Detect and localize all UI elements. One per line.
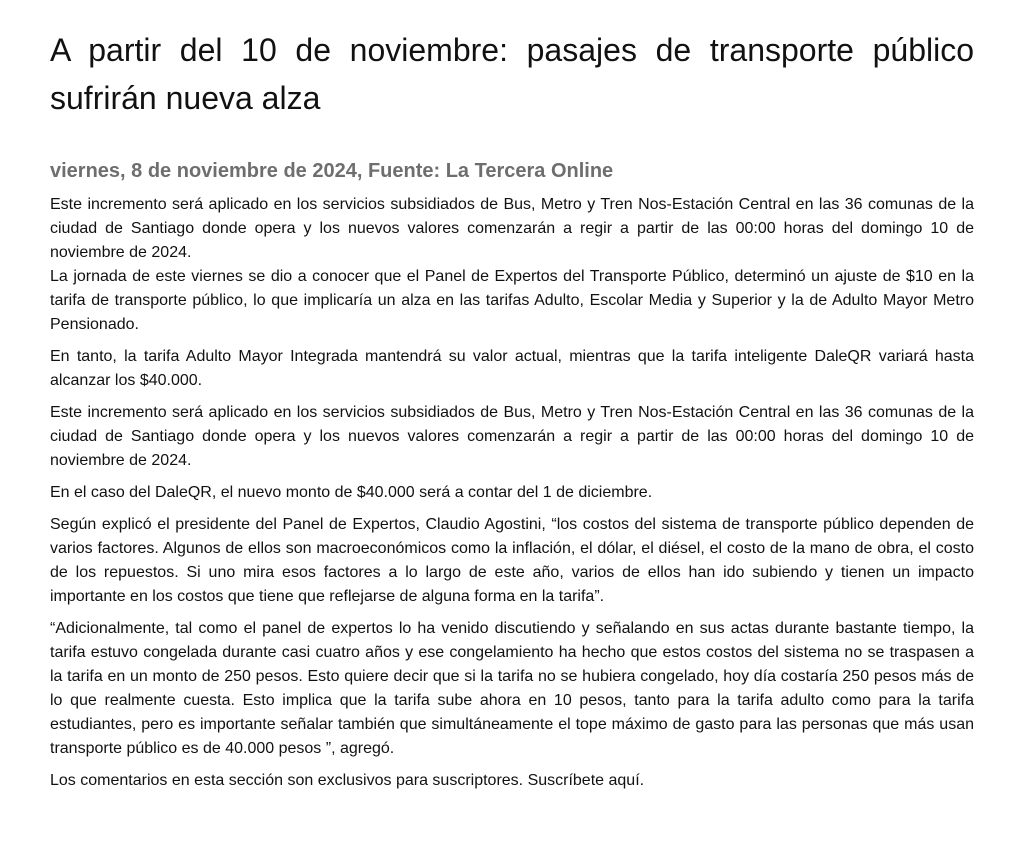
article-paragraph: Según explicó el presidente del Panel de Expertos, Claudio Agostini, “los costos del sistema de transporte público dependen de varios factores. Algunos de ellos son macroeconómicos como la inflación, el dólar, el diésel, el costo de la mano de obra, el costo de los repuestos. Si uno mira esos factores a lo largo de este año, varios de ellos han ido subiendo y tienen un impacto importante en los costos que tiene que reflejarse de alguna forma en la tarifa”.: [50, 516, 974, 605]
article-paragraph: Este incremento será aplicado en los servicios subsidiados de Bus, Metro y Tren Nos-Estación Central en las 36 comunas de la ciudad de Santiago donde opera y los nuevos valores comenzarán a regir a partir de las 00:00 horas del domingo 10 de noviembre de 2024.: [50, 404, 974, 469]
article-title: A partir del 10 de noviembre: pasajes de transporte público sufrirán nueva alza: [50, 32, 974, 116]
article-paragraph: Este incremento será aplicado en los servicios subsidiados de Bus, Metro y Tren Nos-Estación Central en las 36 comunas de la ciudad de Santiago donde opera y los nuevos valores comenzarán a regir a partir de las 00:00 horas del domingo 10 de noviembre de 2024.: [50, 196, 974, 261]
article-paragraph: “Adicionalmente, tal como el panel de expertos lo ha venido discutiendo y señalando en sus actas durante bastante tiempo, la tarifa estuvo congelada durante casi cuatro años y ese congelamiento ha hecho que estos costos del sistema no se traspasen a la tarifa en un monto de 250 pesos. Esto quiere decir que si la tarifa no se hubiera congelado, hoy día costaría 250 pesos más de lo que realmente cuesta. Esto implica que la tarifa sube ahora en 10 pesos, tanto para la tarifa adulto como para la tarifa estudiantes, pero es importante señalar también que simultáneamente el tope máximo de gasto para las personas que más usan transporte público es de 40.000 pesos ”, agregó.: [50, 620, 974, 757]
article-paragraph: En tanto, la tarifa Adulto Mayor Integrada mantendrá su valor actual, mientras que la tarifa inteligente DaleQR variará hasta alcanzar los $40.000.: [50, 348, 974, 389]
article-paragraph: La jornada de este viernes se dio a conocer que el Panel de Expertos del Transporte Público, determinó un ajuste de $10 en la tarifa de transporte público, lo que implicaría un alza en las tarifas Adulto, Escolar Media y Superior y la de Adulto Mayor Metro Pensionado.: [50, 268, 974, 333]
article-body: [50, 193, 974, 793]
article-paragraph: En el caso del DaleQR, el nuevo monto de $40.000 será a contar del 1 de diciembre.: [50, 484, 653, 501]
article-dateline: viernes, 8 de noviembre de 2024, Fuente: La Tercera Online: [50, 160, 614, 182]
subscriber-comments-notice: Los comentarios en esta sección son exclusivos para suscriptores. Suscríbete aquí.: [50, 772, 645, 789]
